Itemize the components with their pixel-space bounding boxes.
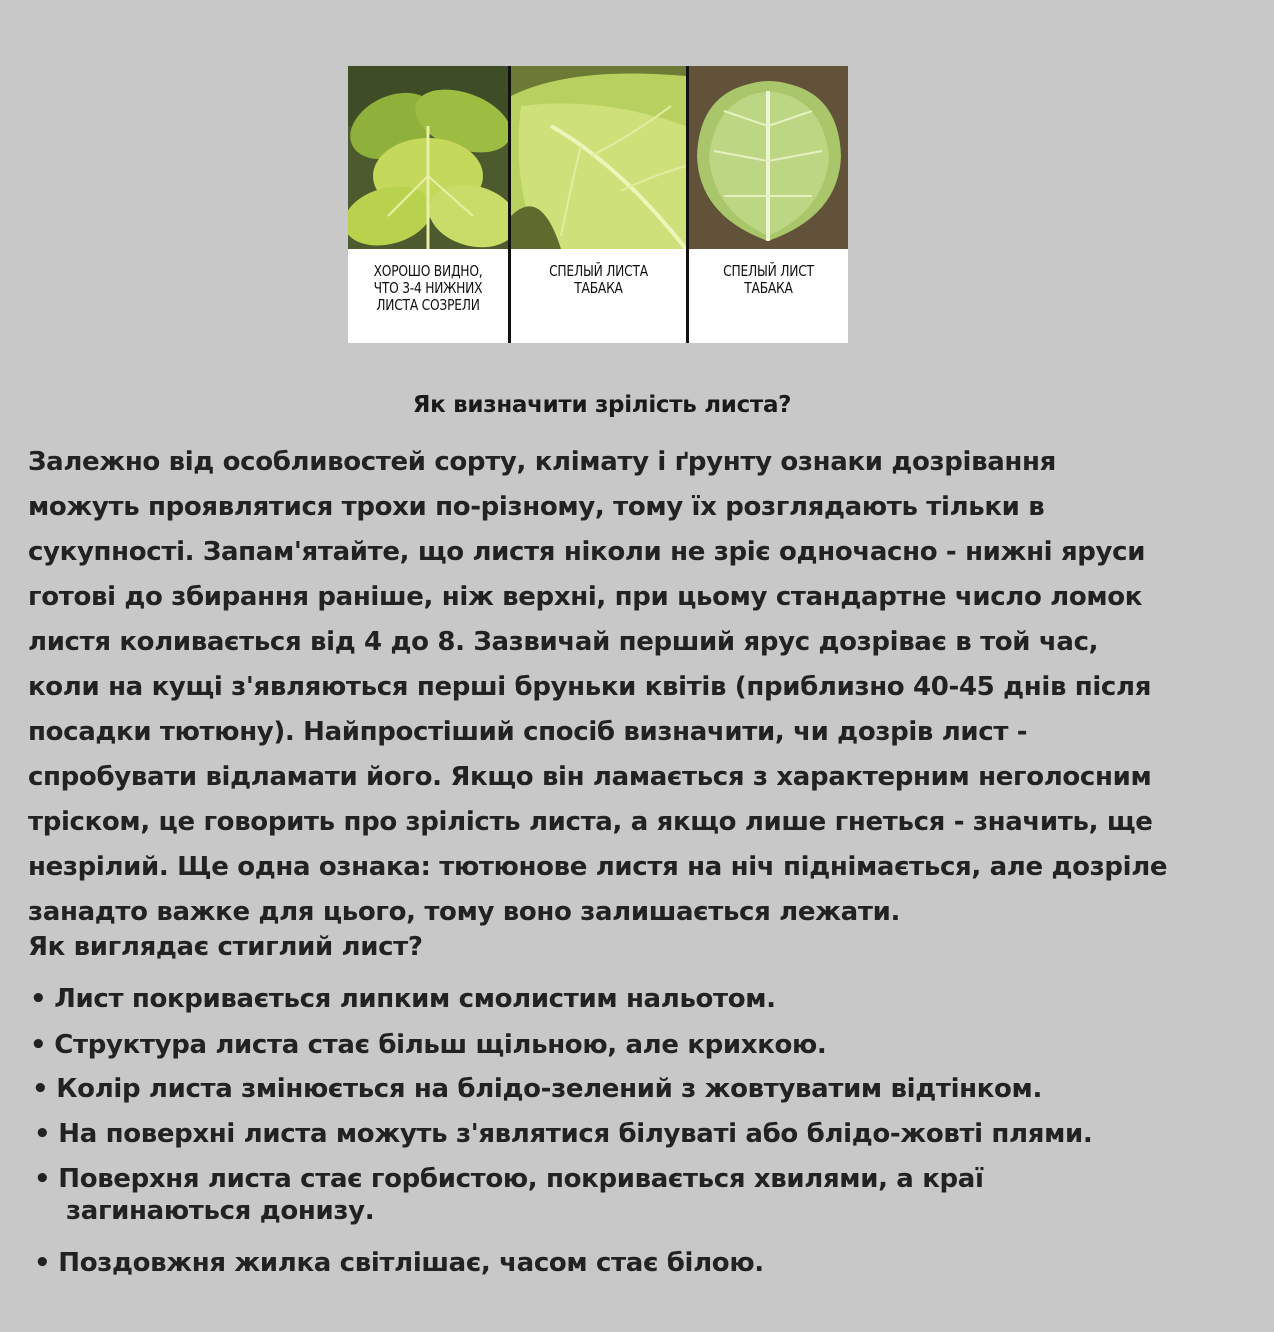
bullet-text: Поверхня листа стає горбистою, покривається хвилями, а краї [58, 1164, 984, 1194]
paragraph-line: сукупності. Запам'ятайте, що листя ніколи не зріє одночасно - нижні яруси [28, 537, 1146, 567]
paragraph-line: тріском, це говорить про зрілість листа, а якщо лише гнеться - значить, ще [28, 807, 1153, 837]
photo-caption-3: СПЕЛЫЙ ЛИСТ ТАБАКА [703, 249, 833, 343]
bullet-icon: • [34, 1248, 51, 1278]
bullet-text: Колір листа змінюється на блідо-зелений з жовтуватим відтінком. [56, 1074, 1042, 1104]
paragraph-line: коли на кущі з'являються перші бруньки квітів (приблизно 40-45 днів після [28, 672, 1152, 702]
ripe-leaf-closeup-photo [511, 66, 686, 249]
photo-caption-1: ХОРОШО ВИДНО, ЧТО 3-4 НИЖНИХ ЛИСТА СОЗРЕЛИ [362, 249, 493, 343]
bullet-text-continuation: загинаються донизу. [66, 1196, 375, 1226]
ripe-leaf-question: Як виглядає стиглий лист? [28, 932, 423, 962]
ripe-leaf-on-ground-photo [689, 66, 848, 249]
paragraph-line: посадки тютюну). Найпростіший спосіб визначити, чи дозрів лист - [28, 717, 1028, 747]
main-paragraph [28, 440, 1252, 935]
bullet-item [32, 1074, 1042, 1104]
bullet-item [30, 984, 776, 1014]
paragraph-line: незрілий. Ще одна ознака: тютюнове листя на ніч піднімається, але дозріле [28, 852, 1168, 882]
photo-strip [348, 66, 848, 343]
photo-panel-1 [348, 66, 508, 343]
bullet-item [34, 1119, 1092, 1149]
bullet-text: На поверхні листа можуть з'являтися білуваті або блідо-жовті плями. [58, 1119, 1093, 1149]
bullet-icon: • [30, 984, 47, 1014]
paragraph-line: спробувати відламати його. Якщо він ламається з характерним неголосним [28, 762, 1152, 792]
bullet-text: Поздовжня жилка світлішає, часом стає білою. [58, 1248, 764, 1278]
paragraph-line: готові до збирання раніше, ніж верхні, при цьому стандартне число ломок [28, 582, 1143, 612]
bullet-icon: • [30, 1030, 47, 1060]
bullet-text: Структура листа стає більш щільною, але крихкою. [54, 1030, 827, 1060]
paragraph-line: листя коливається від 4 до 8. Зазвичай перший ярус дозріває в той час, [28, 627, 1099, 657]
bullet-item [30, 1030, 826, 1060]
bullet-icon: • [34, 1164, 51, 1194]
paragraph-line: можуть проявлятися трохи по-різному, тому їх розглядають тільки в [28, 492, 1045, 522]
paragraph-line: занадто важке для цього, тому воно залишається лежати. [28, 897, 900, 927]
photo-panel-2 [511, 66, 686, 343]
tobacco-plant-photo [348, 66, 508, 249]
photo-panel-3 [689, 66, 848, 343]
bullet-item [34, 1164, 984, 1226]
bullet-icon: • [34, 1119, 51, 1149]
section-heading: Як визначити зрілість листа? [412, 392, 792, 418]
photo-caption-2: СПЕЛЫЙ ЛИСТА ТАБАКА [527, 249, 671, 343]
paragraph-line: Залежно від особливостей сорту, клімату і ґрунту ознаки дозрівання [28, 447, 1056, 477]
bullet-item [34, 1248, 764, 1278]
bullet-text: Лист покривається липким смолистим нальотом. [54, 984, 776, 1014]
bullet-icon: • [32, 1074, 49, 1104]
